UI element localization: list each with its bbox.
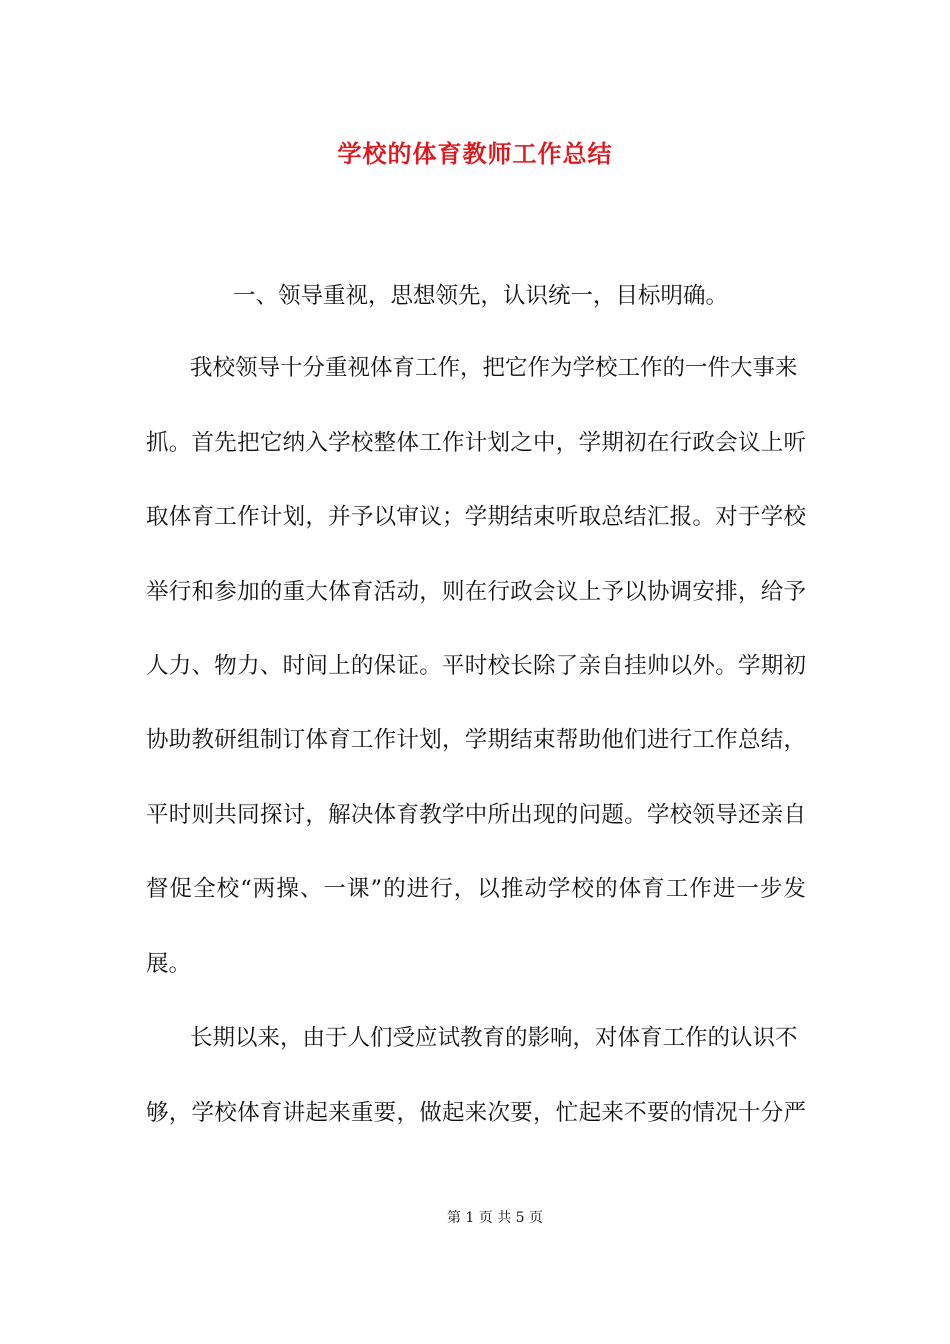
paragraph-line: 长期以来，由于人们受应试教育的影响，对体育工作的认识不 [190,1025,798,1051]
paragraph-line: 取体育工作计划，并予以审议；学期结束听取总结汇报。对于学校 [146,504,806,530]
paragraph-line: 够，学校体育讲起来重要，做起来次要，忙起来不要的情况十分严 [146,1100,806,1126]
paragraph-line: 举行和参加的重大体育活动，则在行政会议上予以协调安排，给予 [146,579,806,605]
page-footer: 第 1 页 共 5 页 [446,1210,544,1226]
paragraph-line: 展。 [146,951,192,977]
paragraph-line: 人力、物力、时间上的保证。平时校长除了亲自挂帅以外。学期初 [146,653,806,679]
paragraph-line: 平时则共同探讨，解决体育教学中所出现的问题。学校领导还亲自 [146,802,806,828]
document-title: 学校的体育教师工作总结 [337,139,613,168]
paragraph-line: 我校领导十分重视体育工作，把它作为学校工作的一件大事来 [190,355,798,381]
paragraph-line: 督促全校“两操、一课”的进行，以推动学校的体育工作进一步发 [146,876,806,902]
paragraph-line: 协助教研组制订体育工作计划，学期结束帮助他们进行工作总结， [146,727,806,753]
section-heading: 一、领导重视，思想领先，认识统一，目标明确。 [233,283,729,309]
paragraph-line: 抓。首先把它纳入学校整体工作计划之中，学期初在行政会议上听 [146,430,806,456]
